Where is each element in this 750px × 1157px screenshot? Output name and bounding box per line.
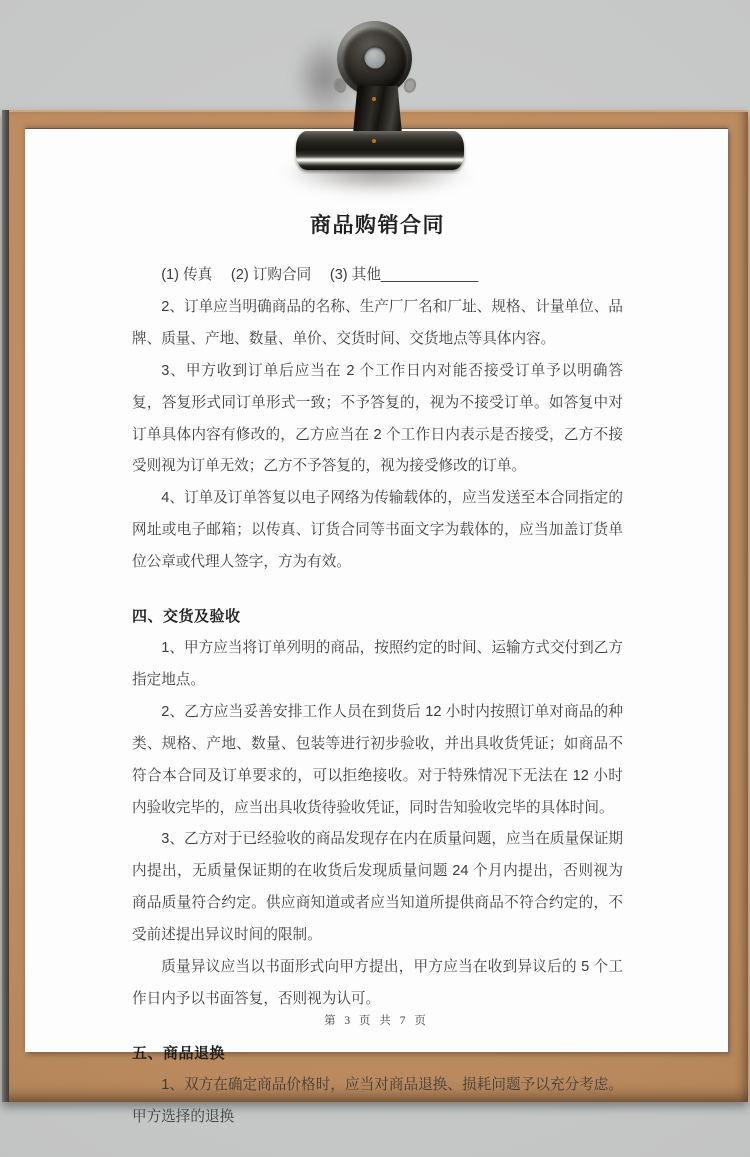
paragraph-returns-1: 1、双方在确定商品价格时，应当对商品退换、损耗问题予以充分考虑。甲方选择的退换 (132, 1076, 623, 1125)
page-number: 第 3 页 共 7 页 (324, 1015, 429, 1027)
paragraph-delivery-2: 2、乙方应当妥善安排工作人员在到货后 12 小时内按照订单对商品的种类、规格、产地、数量、包装等进行初步验收，并出具收货凭证；如商品不符合本合同及订单要求的，可以拒绝接收。对于特殊情况下无法在 12 小时内验收完毕的，应当出具收货待验收凭证，同时告知验收完毕的具体时间。 (132, 703, 623, 816)
clip-neck (353, 86, 402, 134)
paragraph-order-transmission: 4、订单及订单答复以电子网络为传输载体的，应当发送至本合同指定的网址或电子邮箱；以传真、订货合同等书面文字为载体的，应当加盖订货单位公章或代理人签字，方为有效。 (132, 490, 623, 571)
paragraph-order-reply: 3、甲方收到订单后应当在 2 个工作日内对能否接受订单予以明确答复，答复形式同订单形式一致；不予答复的，视为不接受订单。如答复中对订单具体内容有修改的，乙方应当在 2 个工作日内表示是否接受，乙方不接受则视为订单无效；乙方不予答复的，视为接受修改的订单。 (132, 362, 623, 475)
paragraph-order-details: 2、订单应当明确商品的名称、生产厂厂名和厂址、规格、计量单位、品牌、质量、产地、数量、单价、交货时间、交货地点等具体内容。 (132, 298, 623, 347)
clip-knob-hole (365, 48, 386, 69)
contract-body (132, 129, 623, 1134)
clip-reflection-dot-upper (372, 97, 376, 101)
clip-knob (342, 27, 408, 93)
clip-jaw-bar (296, 131, 464, 170)
options-line: (1) 传真 (2) 订购合同 (3) 其他____________ (161, 267, 479, 283)
paragraph-quality-objection: 质量异议应当以书面形式向甲方提出，甲方应当在收到异议后的 5 个工作日内予以书面答复，否则视为认可。 (132, 959, 623, 1007)
section-heading-delivery: 四、交货及验收 (132, 608, 241, 626)
section-heading-returns: 五、商品退换 (132, 1044, 226, 1062)
paragraph-delivery-1: 1、甲方应当将订单列明的商品，按照约定的时间、运输方式交付到乙方指定地点。 (132, 639, 623, 688)
paragraph-delivery-3: 3、乙方对于已经验收的商品发现存在内在质量问题，应当在质量保证期内提出，无质量保证期的在收货后发现质量问题 24 个月内提出，否则视为商品质量符合约定。供应商知道或者应当知道所提供商品不符合约定的，不受前述提出异议时间的限制。 (132, 831, 623, 944)
document-title: 商品购销合同 (310, 214, 445, 237)
clip-reflection-dot-lower (372, 139, 376, 143)
contract-page (25, 129, 728, 1125)
clipboard-side-edge (2, 110, 9, 1102)
